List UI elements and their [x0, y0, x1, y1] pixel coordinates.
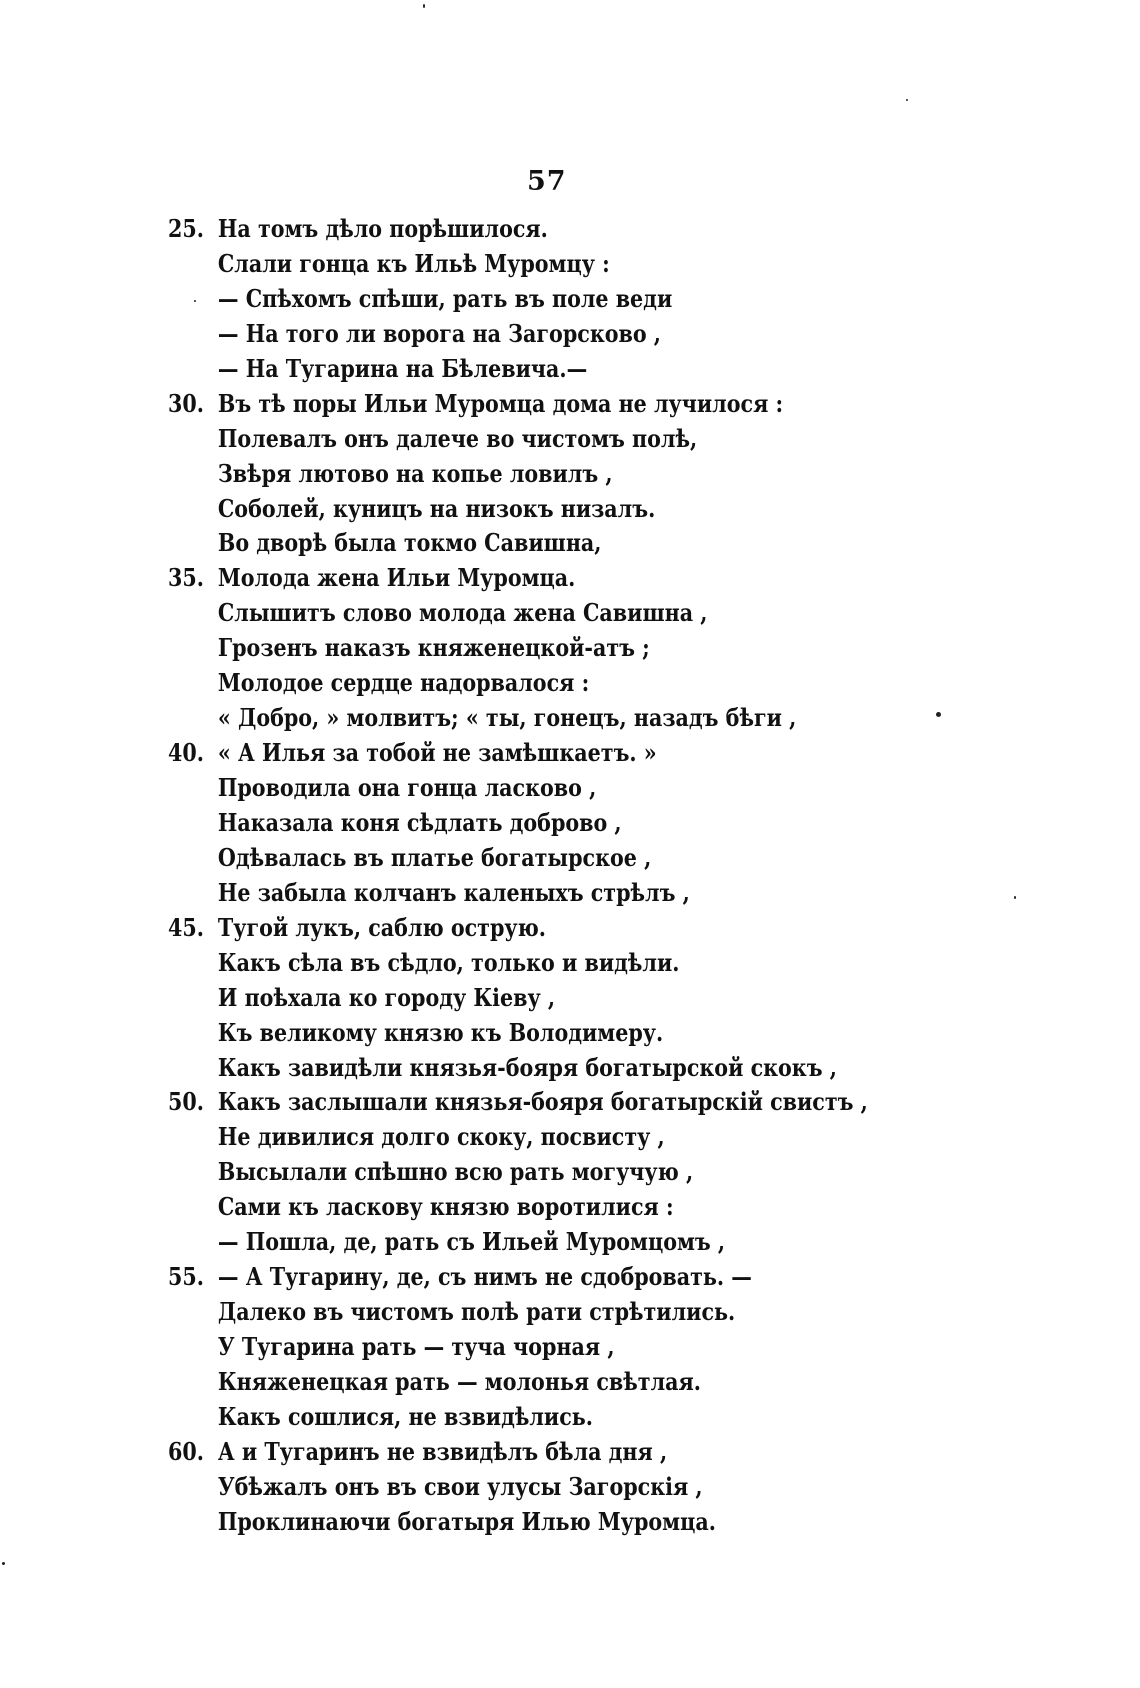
verse-line [168, 703, 942, 738]
verse-line [168, 913, 942, 948]
verse-line-text: Слышитъ слово молода жена Савишна , [217, 598, 708, 628]
verse-line-text: Одѣвалась въ платье богатырское , [217, 842, 652, 872]
verse-line [168, 528, 942, 563]
verse-line [168, 633, 942, 668]
verse-line-text: Къ великому князю къ Володимеру. [217, 1017, 664, 1047]
verse-line [168, 1472, 942, 1507]
verse-line-text: Звѣря лютово на копье ловилъ , [217, 458, 613, 488]
verse-line [168, 563, 942, 598]
verse-line-text: Убѣжалъ онъ въ свои улусы Загорскія , [217, 1471, 703, 1501]
verse-line [168, 773, 942, 808]
verse-line [168, 354, 942, 389]
verse-line-text: Въ тѣ поры Ильи Муромца дома не лучилося : [217, 388, 784, 418]
verse-line-text: Слали гонца къ Ильѣ Муромцу : [217, 248, 610, 278]
verse-line-text: Проводила она гонца ласково , [217, 773, 597, 802]
verse-line-text: Полевалъ онъ далече во чистомъ полѣ, [217, 423, 698, 453]
verse-line-text: Тугой лукъ, саблю острую. [217, 912, 546, 942]
verse-line [168, 1087, 942, 1122]
verse-line-number: 55. [168, 1262, 204, 1292]
verse-line [168, 214, 942, 249]
scan-speck [194, 300, 196, 302]
verse-line [168, 1402, 942, 1437]
verse-line [168, 1437, 942, 1472]
verse-line-number: 25. [168, 214, 204, 243]
verse-line-text: Во дворѣ была токмо Савишна, [217, 528, 602, 558]
verse-line-number: 50. [168, 1087, 204, 1117]
verse-line [168, 1332, 942, 1367]
verse-line-text: Далеко въ чистомъ полѣ рати стрѣтились. [217, 1297, 736, 1327]
verse-line-number: 40. [168, 738, 204, 768]
page-number: 57 [527, 166, 567, 197]
verse-line-text: Не забыла колчанъ каленыхъ стрѣлъ , [217, 877, 690, 907]
verse-line [168, 1227, 942, 1262]
verse-line-text: Молодое сердце надорвалося : [217, 668, 590, 698]
verse-line-text: Высылали спѣшно всю рать могучую , [217, 1157, 694, 1187]
verse-line-number: 30. [168, 388, 204, 418]
verse-line-text: Какъ завидѣли князья-бояря богатырской скокъ , [217, 1052, 837, 1082]
verse-line-text: Проклинаючи богатыря Илью Муромца. [217, 1506, 716, 1536]
verse-line-number: 60. [168, 1436, 204, 1466]
verse-line-text: Сами къ ласкову князю воротилися : [217, 1192, 674, 1222]
verse-line [168, 1262, 942, 1297]
verse-line [168, 878, 942, 913]
verse-line [168, 284, 942, 319]
verse-line [168, 249, 942, 284]
verse-line-number: 45. [168, 912, 204, 942]
verse-line [168, 1367, 942, 1402]
verse-line [168, 1018, 942, 1053]
verse-line-text: — На Тугарина на Бѣлевича.— [217, 353, 588, 383]
verse-line-text: А и Тугаринъ не взвидѣлъ бѣла дня , [217, 1436, 668, 1466]
scan-speck [2, 1562, 5, 1565]
verse-line [168, 1053, 942, 1088]
scan-speck [936, 712, 941, 717]
verse-line-text: Княженецкая рать — молонья свѣтлая. [217, 1366, 701, 1396]
verse-line-text: — Пошла, де, рать съ Ильей Муромцомъ , [217, 1227, 726, 1257]
verse-line [168, 1507, 942, 1542]
verse-line-text: Какъ сошлися, не взвидѣлись. [217, 1401, 594, 1431]
verse-line [168, 808, 942, 843]
verse-line-text: На томъ дѣло порѣшилося. [217, 214, 548, 243]
scan-speck [423, 4, 425, 8]
verse-line [168, 1297, 942, 1332]
verse-line-number: 35. [168, 563, 204, 593]
scan-speck [1014, 896, 1016, 899]
verse-line [168, 843, 942, 878]
verse-line-text: Грозенъ наказъ княженецкой-атъ ; [217, 633, 650, 663]
verse-line-text: И поѣхала ко городу Кіеву , [217, 982, 556, 1012]
verse-line-text: Какъ сѣла въ сѣдло, только и видѣли. [217, 947, 680, 977]
verse-line [168, 668, 942, 703]
verse-line [168, 983, 942, 1018]
verse-line-text: Какъ заслышали князья-бояря богатырскій свистъ , [217, 1087, 868, 1117]
verse-line-text: « Добро, » молвитъ; « ты, гонецъ, назадъ бѣги , [217, 703, 797, 733]
verse-line [168, 598, 942, 633]
verse-line-text: — А Тугарину, де, съ нимъ не сдобровать. — [217, 1262, 752, 1292]
verse-line [168, 1157, 942, 1192]
verse-line [168, 948, 942, 983]
verse-line-text: У Тугарина рать — туча чорная , [217, 1332, 615, 1361]
verse-line [168, 1192, 942, 1227]
verse-line [168, 319, 942, 354]
verse-line-text: — На того ли ворога на Загорсково , [217, 318, 661, 348]
verse-line-text: Не дивилися долго скоку, посвисту , [217, 1122, 665, 1152]
verse-line [168, 738, 942, 773]
verse-line-text: « А Илья за тобой не замѣшкаетъ. » [217, 738, 657, 768]
verse-line [168, 459, 942, 494]
verse-line-text: Молода жена Ильи Муромца. [217, 563, 576, 593]
scan-speck [906, 99, 908, 101]
verse-line-text: Соболей, куницъ на низокъ низалъ. [217, 493, 656, 523]
verse-line [168, 1122, 942, 1157]
verse-line [168, 389, 942, 424]
poem-body [168, 214, 1068, 1542]
verse-line [168, 424, 942, 459]
verse-line-text: — Спѣхомъ спѣши, рать въ поле веди [217, 283, 673, 313]
verse-line [168, 494, 942, 529]
verse-line-text: Наказала коня сѣдлать доброво , [217, 807, 622, 837]
